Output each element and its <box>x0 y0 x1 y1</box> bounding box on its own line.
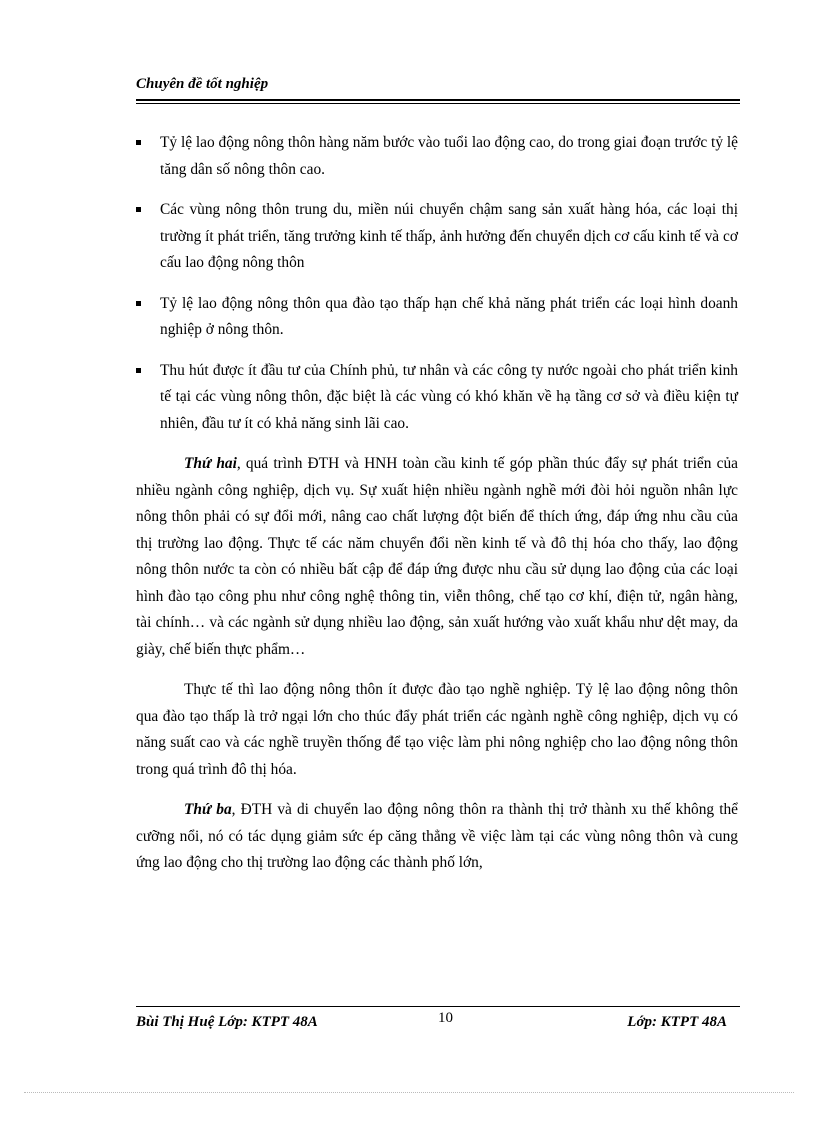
page-body <box>136 130 738 891</box>
bullet-text: Các vùng nông thôn trung du, miền núi chuyển chậm sang sản xuất hàng hóa, các loại thị trường ít phát triển, tăng trưởng kinh tế thấp, ảnh hưởng đến chuyển dịch cơ cấu kinh tế và cơ cấu lao động nông thôn <box>160 201 738 271</box>
page-bottom-dotted-line <box>24 1092 794 1093</box>
square-bullet-icon <box>136 140 141 145</box>
footer-author: Bùi Thị Huệ Lớp: KTPT 48A <box>136 1014 318 1030</box>
paragraph-text: , quá trình ĐTH và HNH toàn cầu kinh tế góp phần thúc đẩy sự phát triển của nhiều ngành công nghiệp, dịch vụ. Sự xuất hiện nhiều ngành nghề mới đòi hỏi nguồn nhân lực nông thôn phải có sự đổi mới, nâng cao chất lượng đột biến để thích ứng, đáp ứng nhu cầu của thị trường lao động. Thực tế các năm chuyển đổi nền kinh tế và đô thị hóa cho thấy, lao động nông thôn nước ta còn có nhiều bất cập để đáp ứng được nhu cầu sử dụng lao động của các loại hình đào tạo công phu như công nghệ thông tin, viễn thông, chế tạo cơ khí, điện tử, ngân hàng, tài chính… và các ngành sử dụng nhiều lao động, sản xuất hướng vào xuất khẩu như dệt may, da giày, chế biến thực phẩm… <box>136 455 738 658</box>
bullet-item <box>136 358 738 438</box>
bullet-item <box>136 291 738 344</box>
bullet-text: Tỷ lệ lao động nông thôn hàng năm bước vào tuổi lao động cao, do trong giai đoạn trước tỷ lệ tăng dân số nông thôn cao. <box>160 134 738 178</box>
paragraph-thu-ba <box>136 797 738 877</box>
footer-class: Lớp: KTPT 48A <box>627 1014 727 1030</box>
paragraph-text: , ĐTH và di chuyển lao động nông thôn ra thành thị trở thành xu thế không thể cưỡng nổi, nó có tác dụng giảm sức ép căng thẳng về việc làm tại các vùng nông thôn và cung ứng lao động cho thị trường lao động các thành phố lớn, <box>136 801 738 871</box>
header-rule-thin <box>136 103 740 104</box>
bullet-item <box>136 197 738 277</box>
page-number: 10 <box>438 1010 453 1026</box>
paragraph-thuc-te <box>136 677 738 783</box>
bullet-text: Thu hút được ít đầu tư của Chính phủ, tư nhân và các công ty nước ngoài cho phát triển kinh tế tại các vùng nông thôn, đặc biệt là các vùng có khó khăn về hạ tầng cơ sở và điều kiện tự nhiên, đầu tư ít có khả năng sinh lãi cao. <box>160 361 738 432</box>
paragraph-lead: Thứ ba <box>184 801 232 818</box>
square-bullet-icon <box>136 301 141 306</box>
bullet-text: Tỷ lệ lao động nông thôn qua đào tạo thấp hạn chế khả năng phát triển các loại hình doanh nghiệp ở nông thôn. <box>160 294 738 338</box>
paragraph-lead: Thứ hai <box>184 455 237 472</box>
square-bullet-icon <box>136 207 141 212</box>
bullet-item <box>136 130 738 183</box>
footer-rule <box>136 1006 740 1007</box>
header-rule-thick <box>136 99 740 101</box>
bullet-list <box>136 130 738 437</box>
page-header-title: Chuyên đề tốt nghiệp <box>136 76 269 92</box>
square-bullet-icon <box>136 368 141 373</box>
paragraph-thu-hai <box>136 451 738 663</box>
paragraph-text: Thực tế thì lao động nông thôn ít được đào tạo nghề nghiệp. Tỷ lệ lao động nông thôn qua đào tạo thấp là trở ngại lớn cho thúc đẩy phát triển các ngành nghề công nghiệp, dịch vụ có năng suất cao và các nghề truyền thống để tạo việc làm phi nông nghiệp cho lao động nông thôn trong quá trình đô thị hóa. <box>136 681 738 778</box>
